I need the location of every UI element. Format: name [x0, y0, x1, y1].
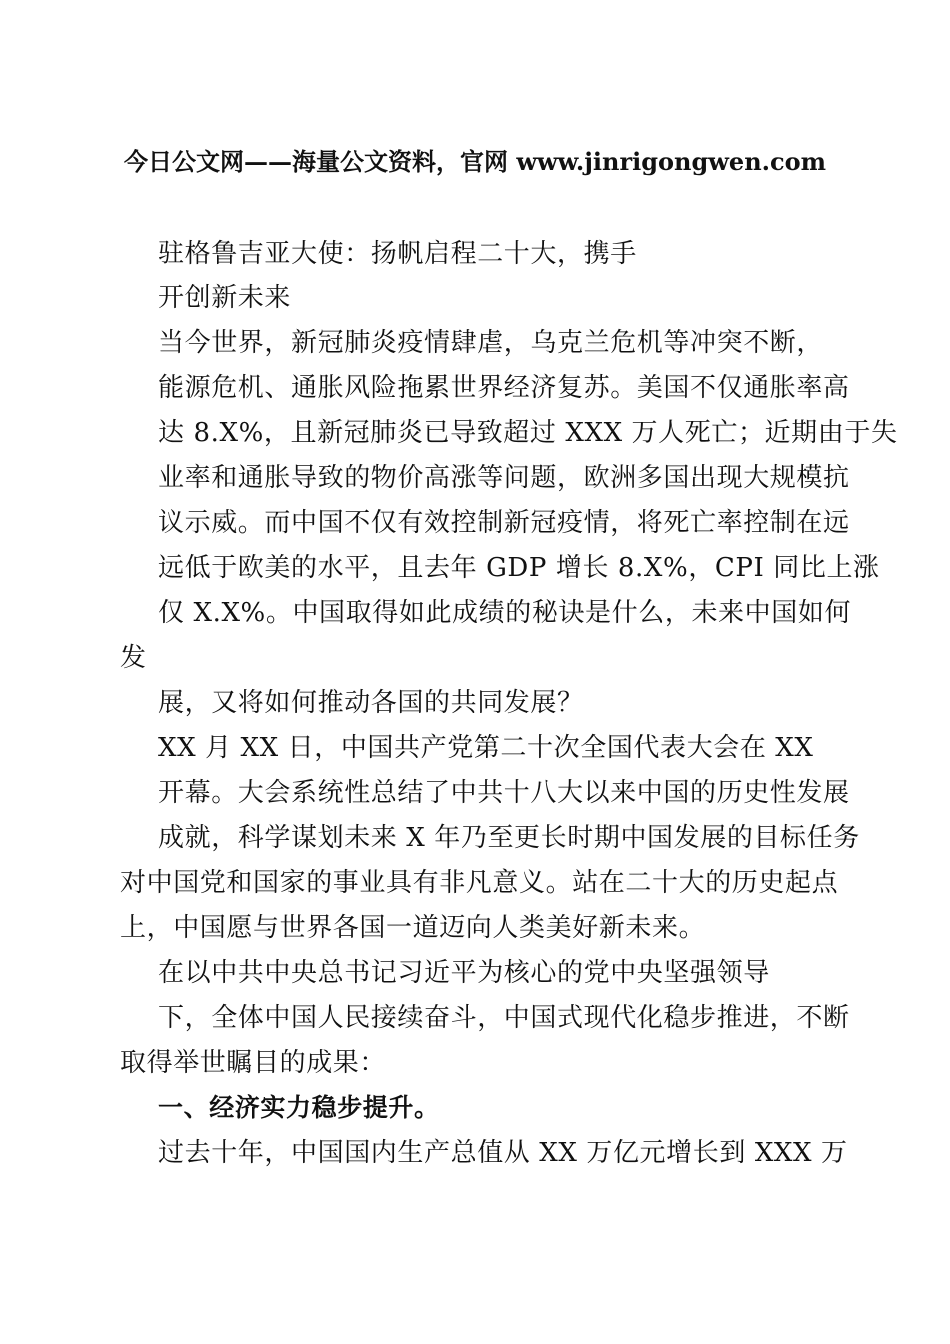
paragraph-line: 能源危机、通胀风险拖累世界经济复苏。美国不仅通胀率高	[158, 373, 850, 403]
paragraph-line: 成就，科学谋划未来 X 年乃至更长时期中国发展的目标任务	[158, 823, 860, 853]
paragraph-line: 在以中共中央总书记习近平为核心的党中央坚强领导	[158, 958, 770, 988]
section-heading: 一、经济实力稳步提升。	[158, 1093, 440, 1122]
paragraph-line: 达 8.X%，且新冠肺炎已导致超过 XXX 万人死亡；近期由于失	[158, 418, 898, 448]
paragraph-line: 议示威。而中国不仅有效控制新冠疫情，将死亡率控制在远	[158, 508, 850, 538]
paragraph-line: 当今世界，新冠肺炎疫情肆虐，乌克兰危机等冲突不断，	[158, 328, 824, 358]
paragraph-line: 开幕。大会系统性总结了中共十八大以来中国的历史性发展	[158, 778, 850, 808]
paragraph-line: 对中国党和国家的事业具有非凡意义。站在二十大的历史起点	[120, 868, 839, 898]
paragraph-line: 展，又将如何推动各国的共同发展？	[158, 688, 584, 718]
paragraph-line: 远低于欧美的水平，且去年 GDP 增长 8.X%，CPI 同比上涨	[158, 553, 880, 583]
paragraph-line: 发	[120, 643, 147, 673]
paragraph-line: 业率和通胀导致的物价高涨等问题，欧洲多国出现大规模抗	[158, 463, 850, 493]
site-header: 今日公文网——海量公文资料，官网 www.jinrigongwen.com	[123, 147, 827, 176]
paragraph-line: 取得举世瞩目的成果：	[120, 1048, 387, 1078]
article-title-line-1: 驻格鲁吉亚大使：扬帆启程二十大，携手	[158, 239, 637, 269]
paragraph-line: 上，中国愿与世界各国一道迈向人类美好新未来。	[120, 913, 706, 943]
paragraph-line: XX 月 XX 日，中国共产党第二十次全国代表大会在 XX	[158, 733, 814, 763]
paragraph-line: 仅 X.X%。中国取得如此成绩的秘诀是什么，未来中国如何	[158, 598, 852, 628]
paragraph-line: 过去十年，中国国内生产总值从 XX 万亿元增长到 XXX 万	[158, 1138, 848, 1168]
paragraph-line: 下，全体中国人民接续奋斗，中国式现代化稳步推进，不断	[158, 1003, 850, 1033]
article-title-line-2: 开创新未来	[158, 283, 292, 313]
